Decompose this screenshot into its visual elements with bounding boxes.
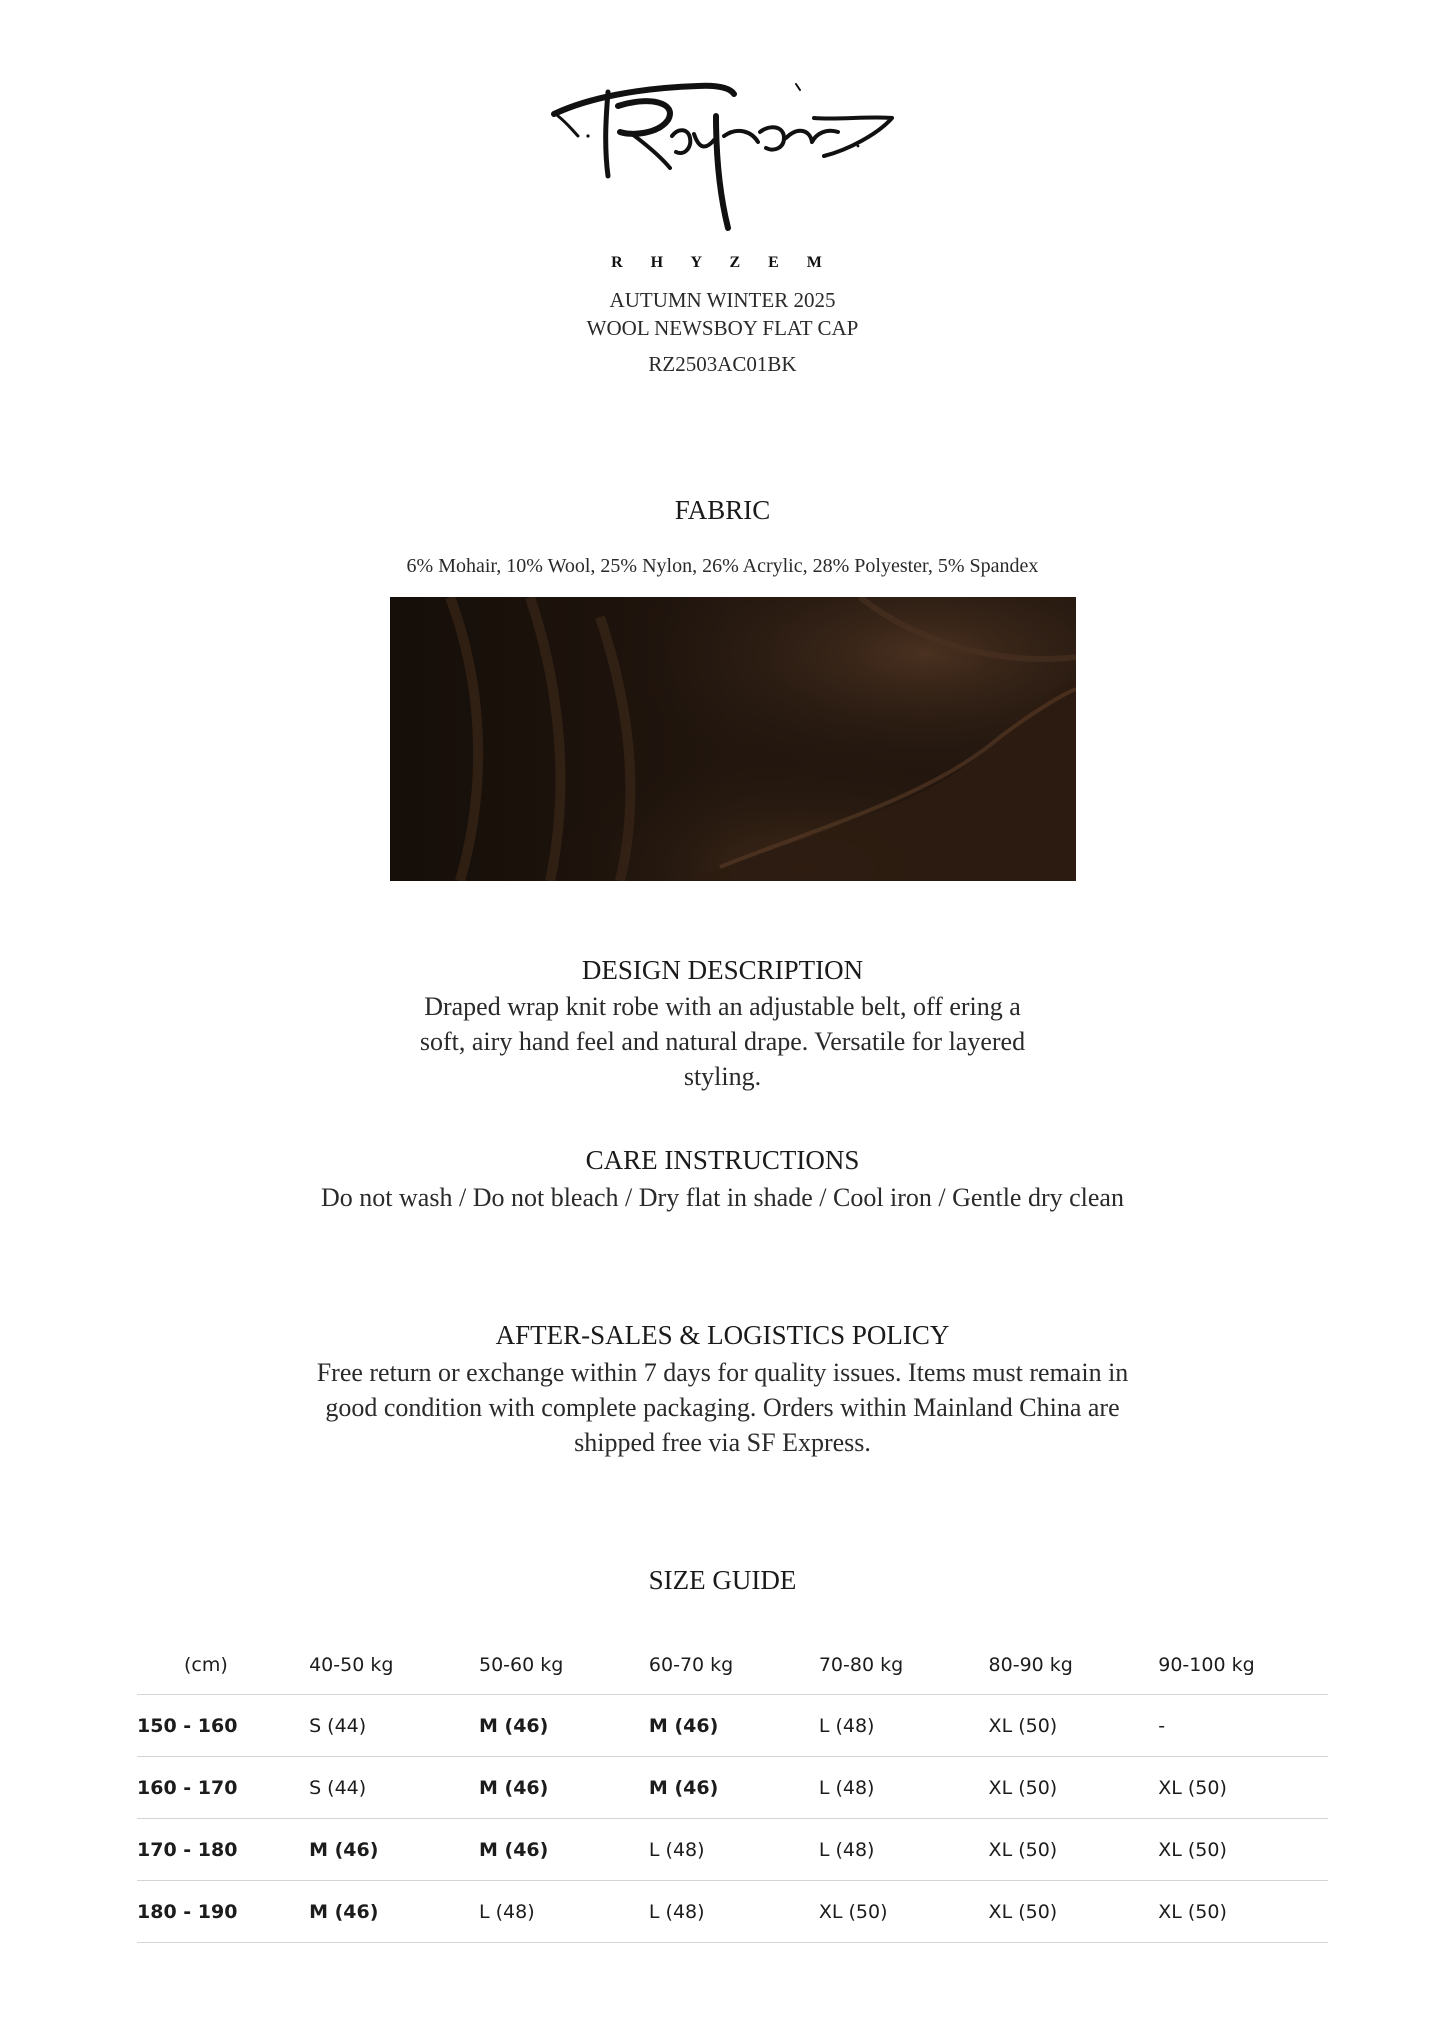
table-row <box>137 1695 1328 1757</box>
size-cell: M (46) <box>309 1819 479 1881</box>
size-table-header-row <box>137 1636 1328 1695</box>
row-header-height: 160 - 170 <box>137 1757 309 1819</box>
column-header-weight: 90-100 kg <box>1158 1636 1328 1695</box>
size-cell: XL (50) <box>989 1881 1159 1943</box>
size-cell: XL (50) <box>989 1819 1159 1881</box>
row-header-height: 170 - 180 <box>137 1819 309 1881</box>
policy-line-2: good condition with complete packaging. Orders within Mainland China are <box>325 1393 1120 1422</box>
table-row <box>137 1881 1328 1943</box>
care-text: Do not wash / Do not bleach / Dry flat in shade / Cool iron / Gentle dry clean <box>321 1183 1124 1212</box>
size-cell: M (46) <box>479 1819 649 1881</box>
size-cell: M (46) <box>479 1757 649 1819</box>
design-line-3: styling. <box>683 1062 762 1091</box>
column-header-weight: 40-50 kg <box>309 1636 479 1695</box>
fabric-composition: 6% Mohair, 10% Wool, 25% Nylon, 26% Acrylic, 28% Polyester, 5% Spandex <box>406 555 1039 577</box>
row-header-height: 150 - 160 <box>137 1695 309 1757</box>
size-cell: M (46) <box>309 1881 479 1943</box>
size-guide-table <box>137 1636 1328 1943</box>
column-header-weight: 70-80 kg <box>819 1636 989 1695</box>
row-header-height: 180 - 190 <box>137 1881 309 1943</box>
fabric-swatch-image <box>390 597 1076 881</box>
size-cell: XL (50) <box>819 1881 989 1943</box>
size-cell: L (48) <box>819 1819 989 1881</box>
size-cell: M (46) <box>649 1757 819 1819</box>
size-cell: L (48) <box>649 1881 819 1943</box>
brand-name: R H Y Z E M <box>611 254 834 271</box>
size-cell: XL (50) <box>989 1695 1159 1757</box>
product-sku: RZ2503AC01BK <box>648 352 797 376</box>
size-cell: L (48) <box>819 1757 989 1819</box>
size-cell: - <box>1158 1695 1328 1757</box>
design-line-2: soft, airy hand feel and natural drape. Versatile for layered <box>419 1027 1026 1056</box>
policy-line-1: Free return or exchange within 7 days for quality issues. Items must remain in <box>316 1358 1129 1387</box>
fabric-heading: FABRIC <box>674 495 771 525</box>
size-cell: XL (50) <box>1158 1819 1328 1881</box>
brand-logo <box>548 76 896 236</box>
policy-line-3: shipped free via SF Express. <box>574 1428 871 1457</box>
size-cell: L (48) <box>819 1695 989 1757</box>
column-header-weight: 50-60 kg <box>479 1636 649 1695</box>
size-cell: M (46) <box>479 1695 649 1757</box>
size-cell: XL (50) <box>1158 1757 1328 1819</box>
table-row <box>137 1819 1328 1881</box>
care-heading: CARE INSTRUCTIONS <box>585 1145 860 1175</box>
column-header-weight: 60-70 kg <box>649 1636 819 1695</box>
size-cell: XL (50) <box>989 1757 1159 1819</box>
design-heading: DESIGN DESCRIPTION <box>581 955 864 985</box>
table-row <box>137 1757 1328 1819</box>
design-line-1: Draped wrap knit robe with an adjustable belt, off ering a <box>424 992 1021 1021</box>
policy-heading: AFTER-SALES & LOGISTICS POLICY <box>495 1320 950 1350</box>
size-cell: S (44) <box>309 1757 479 1819</box>
season: AUTUMN WINTER 2025 <box>609 288 836 312</box>
column-header-weight: 80-90 kg <box>989 1636 1159 1695</box>
size-cell: L (48) <box>479 1881 649 1943</box>
size-cell: M (46) <box>649 1695 819 1757</box>
size-cell: XL (50) <box>1158 1881 1328 1943</box>
size-guide-heading: SIZE GUIDE <box>648 1565 797 1595</box>
size-cell: S (44) <box>309 1695 479 1757</box>
product-name: WOOL NEWSBOY FLAT CAP <box>586 316 859 340</box>
size-cell: L (48) <box>649 1819 819 1881</box>
column-header-unit: (cm) <box>137 1636 309 1695</box>
